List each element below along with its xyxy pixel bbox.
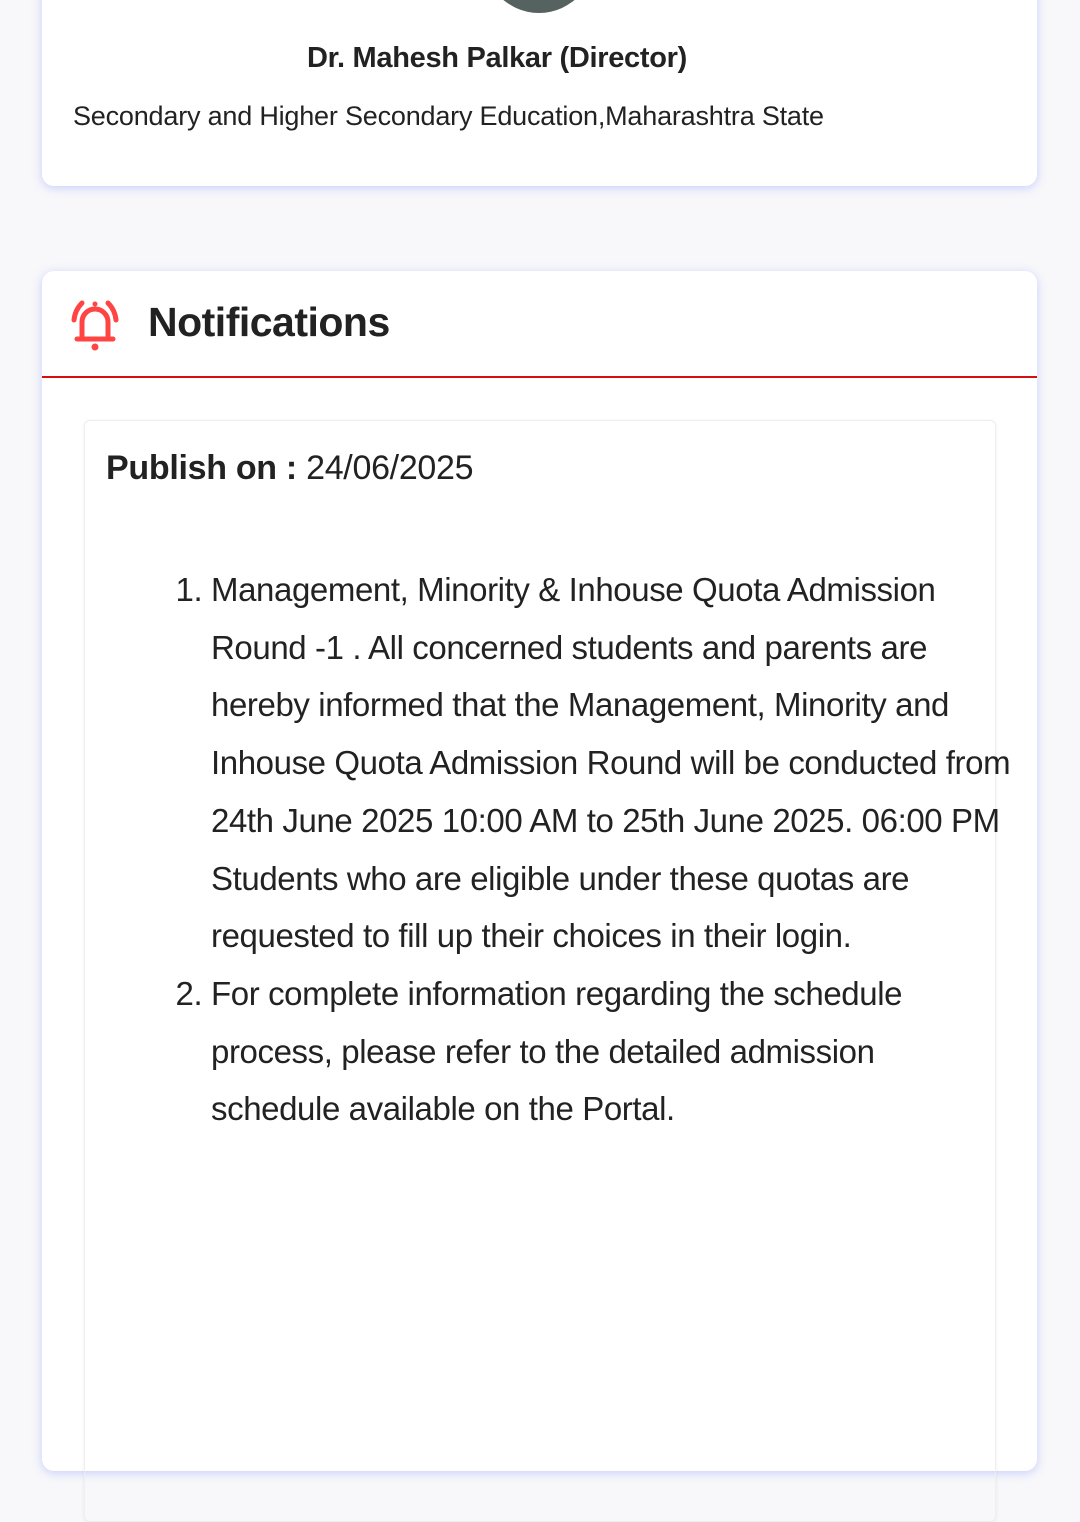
publish-date <box>106 449 473 488</box>
notification-list-item: 1. Management, Minority & Inhouse Quota Admission Round -1 . All concerned students and parents are hereby informed that the Management, Minority and Inhouse Quota Admission Round will be conducted from 24th June 2025 10:00 AM to 25th June 2025. 06:00 PM Students who are eligible under these quotas are requested to fill up their choices in their login. <box>211 561 1011 965</box>
notifications-title: Notifications <box>148 299 390 345</box>
notification-list <box>165 561 1011 1138</box>
notifications-header <box>42 271 1037 378</box>
bell-ring-icon <box>68 298 122 352</box>
director-profile-card <box>42 0 1037 186</box>
publish-date-value: 24/06/2025 <box>306 449 474 487</box>
director-avatar <box>479 0 599 13</box>
publish-label: Publish on : <box>106 449 297 487</box>
notification-list-item: 2. For complete information regarding the schedule process, please refer to the detailed admission schedule available on the Portal. <box>211 965 1011 1138</box>
notifications-card <box>42 271 1037 1471</box>
notification-item-card <box>84 420 1011 1522</box>
director-department: Secondary and Higher Secondary Education,Maharashtra State <box>73 101 824 131</box>
director-name: Dr. Mahesh Palkar (Director) <box>306 42 687 74</box>
